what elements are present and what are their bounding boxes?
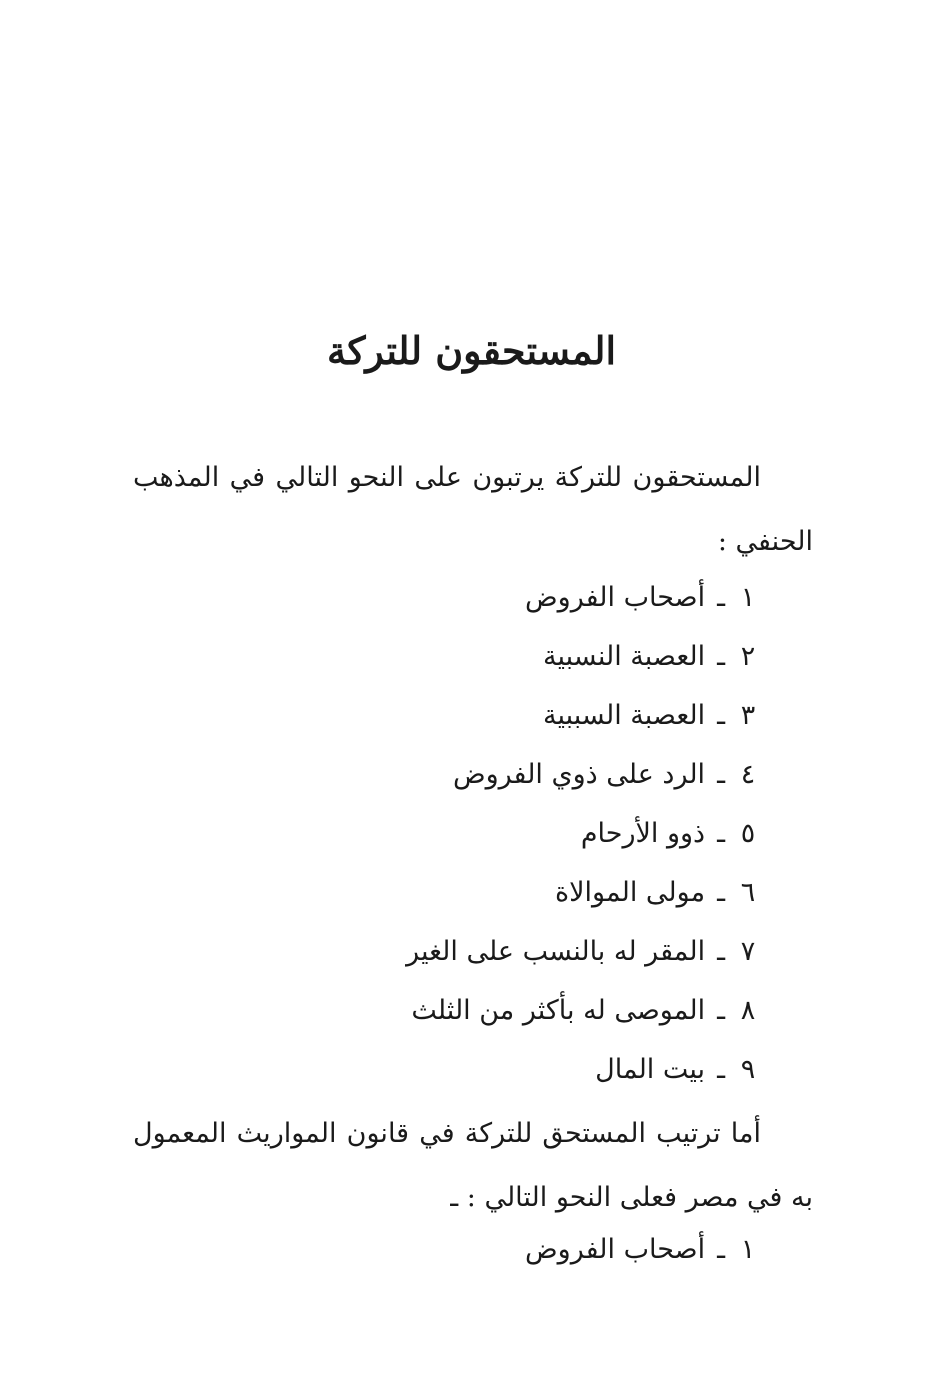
list-item <box>406 1040 759 1099</box>
egypt-line-2: به في مصر فعلى النحو التالي : ـ <box>450 1182 813 1213</box>
item-dash: ـ <box>717 995 725 1026</box>
egypt-line-1: أما ترتيب المستحق للتركة في قانون المواريث المعمول <box>133 1118 761 1149</box>
intro-line-2: الحنفي : <box>717 526 813 557</box>
list-item <box>406 981 759 1040</box>
list-item <box>406 568 759 627</box>
item-dash: ـ <box>717 759 725 790</box>
item-text: بيت المال <box>595 1054 706 1085</box>
item-text: مولى الموالاة <box>555 877 706 908</box>
item-number: ٦ <box>740 877 756 908</box>
item-text: ذوو الأرحام <box>580 818 706 849</box>
item-text: العصبة النسبية <box>542 641 706 672</box>
item-dash: ـ <box>717 582 725 613</box>
egypt-paragraph <box>133 1102 813 1230</box>
item-text: أصحاب الفروض <box>525 1234 706 1265</box>
item-number: ٣ <box>740 700 756 731</box>
list-item <box>406 745 759 804</box>
item-number: ٩ <box>740 1054 756 1085</box>
item-number: ٤ <box>740 759 756 790</box>
item-dash: ـ <box>717 1054 725 1085</box>
item-dash: ـ <box>717 818 725 849</box>
list-item <box>525 1220 759 1279</box>
intro-paragraph <box>133 446 813 574</box>
item-dash: ـ <box>717 641 725 672</box>
list-item <box>406 804 759 863</box>
list-item <box>406 863 759 922</box>
item-number: ١ <box>740 582 756 613</box>
item-number: ٥ <box>740 818 756 849</box>
item-dash: ـ <box>717 877 725 908</box>
list-item <box>406 922 759 981</box>
page-title: المستحقون للتركة <box>326 328 617 373</box>
item-text: المقر له بالنسب على الغير <box>406 936 706 967</box>
item-text: الموصى له بأكثر من الثلث <box>411 995 706 1026</box>
item-dash: ـ <box>717 936 725 967</box>
item-text: العصبة السببية <box>542 700 706 731</box>
item-number: ٨ <box>740 995 756 1026</box>
list-item <box>406 627 759 686</box>
item-text: أصحاب الفروض <box>525 582 706 613</box>
intro-line-1: المستحقون للتركة يرتبون على النحو التالي في المذهب <box>133 462 761 493</box>
item-dash: ـ <box>717 700 725 731</box>
item-text: الرد على ذوي الفروض <box>452 759 706 790</box>
item-number: ٧ <box>740 936 756 967</box>
hanafi-heirs-list <box>406 568 759 1099</box>
list-item <box>406 686 759 745</box>
egypt-heirs-list <box>525 1220 759 1279</box>
item-number: ١ <box>740 1234 756 1265</box>
item-number: ٢ <box>740 641 756 672</box>
item-dash: ـ <box>717 1234 725 1265</box>
